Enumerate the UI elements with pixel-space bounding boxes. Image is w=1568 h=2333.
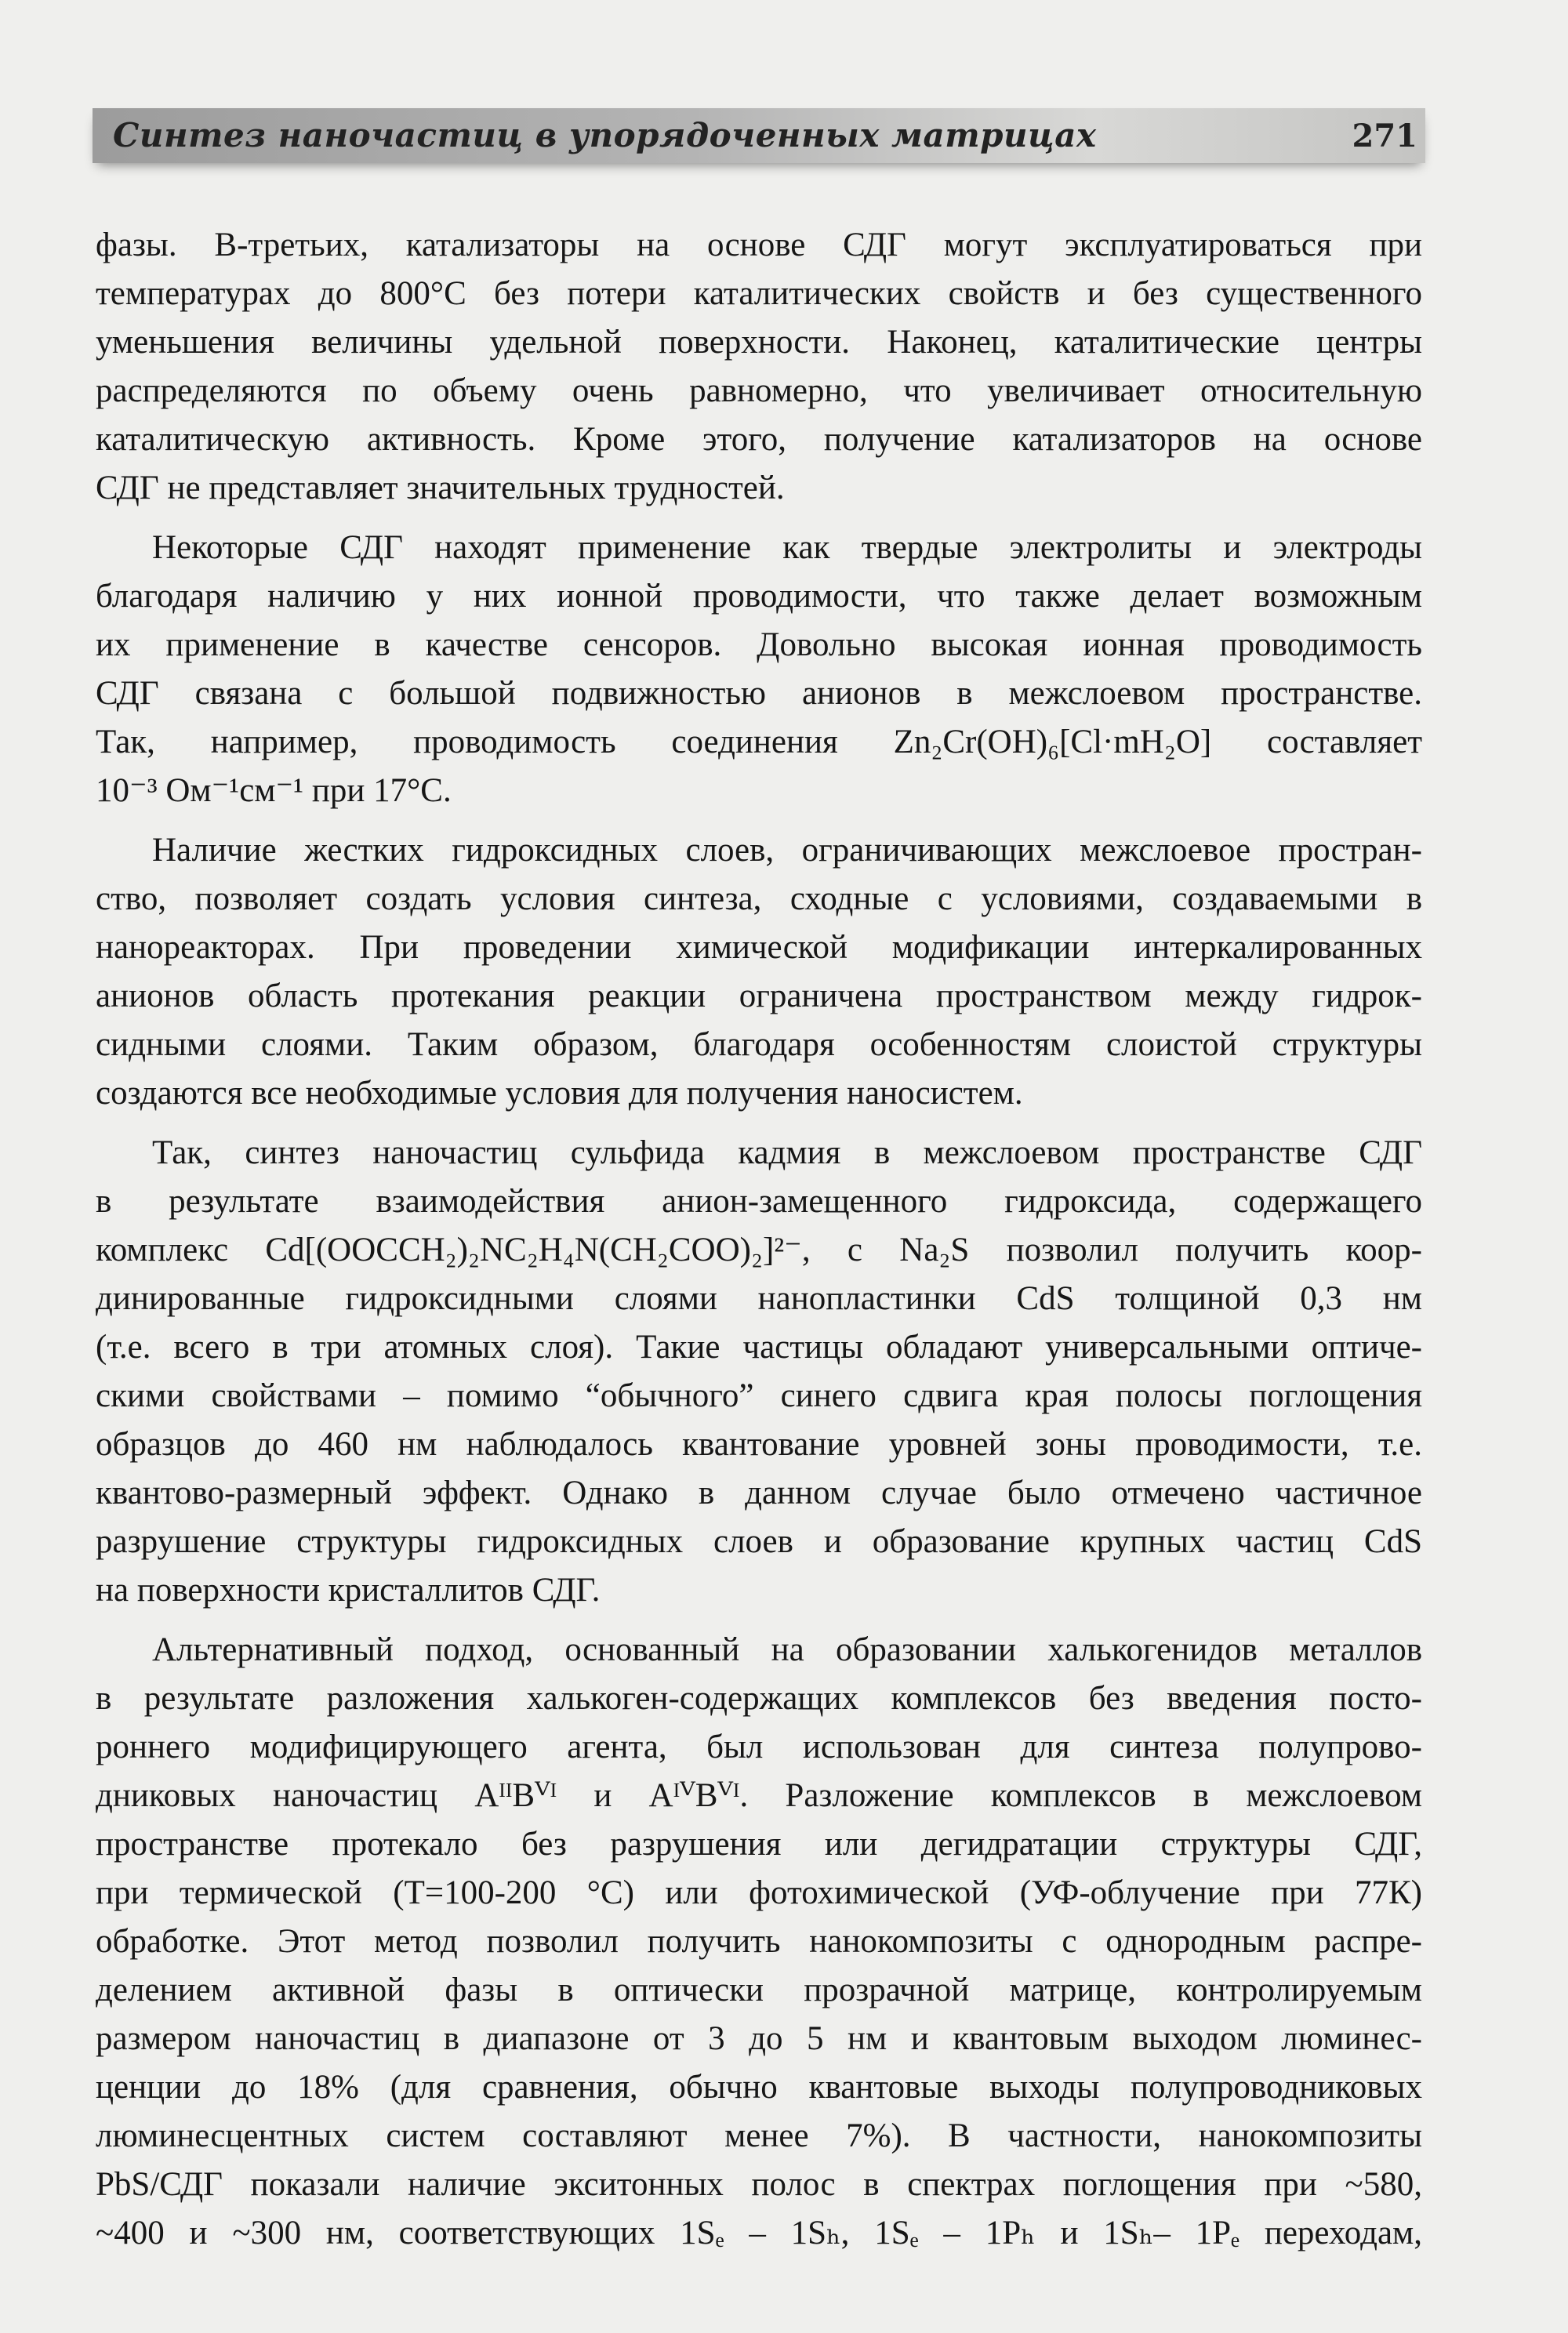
page-number: 271 bbox=[1352, 118, 1417, 154]
text-line: Альтернативный подход, основанный на образовании халькогенидов металлов bbox=[152, 1631, 1422, 1668]
text-line: СДГ не представляет значительных трудностей. bbox=[96, 470, 785, 506]
text-line: каталитическую активность. Кроме этого, получение катализаторов на основе bbox=[96, 421, 1422, 458]
text-line: квантово-размерный эффект. Однако в данном случае было отмечено частичное bbox=[96, 1475, 1422, 1511]
header-title: Синтез наночастиц в упорядоченных матрицах bbox=[113, 116, 1097, 154]
text-line: на поверхности кристаллитов СДГ. bbox=[96, 1572, 601, 1609]
text-line: Некоторые СДГ находят применение как твердые электролиты и электроды bbox=[152, 529, 1422, 566]
text-line: температурах до 800°С без потери каталитических свойств и без существенного bbox=[96, 275, 1422, 312]
text-line: уменьшения величины удельной поверхности. Наконец, каталитические центры bbox=[96, 324, 1422, 361]
paragraph bbox=[96, 221, 1422, 513]
text-line: (т.е. всего в три атомных слоя). Такие частицы обладают универсальными оптиче- bbox=[96, 1329, 1422, 1366]
text-line: благодаря наличию у них ионной проводимости, что также делает возможным bbox=[96, 578, 1422, 615]
paragraph bbox=[96, 826, 1422, 1118]
text-line: разрушение структуры гидроксидных слоев и образование крупных частиц CdS bbox=[96, 1523, 1422, 1560]
text-line: фазы. В-третьих, катализаторы на основе СДГ могут эксплуатироваться при bbox=[96, 227, 1422, 263]
paragraph-gap bbox=[96, 815, 1422, 826]
text-line: PbS/СДГ показали наличие экситонных полос в спектрах поглощения при ~580, bbox=[96, 2166, 1422, 2203]
text-line: ценции до 18% (для сравнения, обычно квантовые выходы полупроводниковых bbox=[96, 2069, 1422, 2106]
text-line: создаются все необходимые условия для получения наносистем. bbox=[96, 1075, 1023, 1112]
text-line: скими свойствами – помимо “обычного” синего сдвига края полосы поглощения bbox=[96, 1377, 1422, 1414]
paragraph bbox=[96, 1129, 1422, 1615]
text-line: анионов область протекания реакции ограничена пространством между гидрок- bbox=[96, 978, 1422, 1014]
text-line: образцов до 460 нм наблюдалось квантование уровней зоны проводимости, т.е. bbox=[96, 1426, 1422, 1463]
text-line: СДГ связана с большой подвижностью анионов в межслоевом пространстве. bbox=[96, 675, 1422, 712]
text-line: нанореакторах. При проведении химической модификации интеркалированных bbox=[96, 929, 1422, 966]
text-line: их применение в качестве сенсоров. Довольно высокая ионная проводимость bbox=[96, 626, 1422, 663]
text-line: пространстве протекало без разрушения или дегидратации структуры СДГ, bbox=[96, 1826, 1422, 1863]
text-line: распределяются по объему очень равномерно, что увеличивает относительную bbox=[96, 372, 1422, 409]
paragraph bbox=[96, 1626, 1422, 2258]
text-line: размером наночастиц в диапазоне от 3 до 5 нм и квантовым выходом люминес- bbox=[96, 2020, 1422, 2057]
running-header bbox=[93, 108, 1425, 163]
text-line: динированные гидроксидными слоями нанопластинки CdS толщиной 0,3 нм bbox=[96, 1280, 1422, 1317]
text-line: люминесцентных систем составляют менее 7%). В частности, нанокомпозиты bbox=[96, 2117, 1422, 2154]
text-line: в результате разложения халькоген-содержащих комплексов без введения посто- bbox=[96, 1680, 1422, 1717]
text-line: 10⁻³ Ом⁻¹см⁻¹ при 17°С. bbox=[96, 772, 452, 809]
text-line: Так, например, проводимость соединения Zn₂Cr(OH)₆[Cl·mH₂O] составляет bbox=[96, 724, 1422, 760]
text-line: комплекс Cd[(OOCCH₂)₂NC₂H₄N(CH₂COO)₂]²⁻, с Na₂S позволил получить коор- bbox=[96, 1232, 1422, 1268]
paragraph-gap bbox=[96, 1615, 1422, 1626]
body-text bbox=[96, 221, 1422, 2258]
text-line: делением активной фазы в оптически прозрачной матрице, контролируемым bbox=[96, 1972, 1422, 2008]
paragraph bbox=[96, 524, 1422, 815]
text-line: обработке. Этот метод позволил получить нанокомпозиты с однородным распре- bbox=[96, 1923, 1422, 1960]
text-line: Так, синтез наночастиц сульфида кадмия в межслоевом пространстве СДГ bbox=[152, 1134, 1422, 1171]
text-line: дниковых наночастиц AᴵᴵBⱽᴵ и AᴵⱽBⱽᴵ. Разложение комплексов в межслоевом bbox=[96, 1777, 1422, 1814]
text-line: в результате взаимодействия анион-замещенного гидроксида, содержащего bbox=[96, 1183, 1422, 1220]
text-line: роннего модифицирующего агента, был использован для синтеза полупрово- bbox=[96, 1729, 1422, 1765]
text-line: ~400 и ~300 нм, соответствующих 1Sₑ – 1Sₕ, 1Sₑ – 1Pₕ и 1Sₕ– 1Pₑ переходам, bbox=[96, 2215, 1422, 2251]
text-line: Наличие жестких гидроксидных слоев, ограничивающих межслоевое простран- bbox=[152, 832, 1422, 869]
text-line: сидными слоями. Таким образом, благодаря особенностям слоистой структуры bbox=[96, 1026, 1422, 1063]
paragraph-gap bbox=[96, 1118, 1422, 1129]
paragraph-gap bbox=[96, 513, 1422, 524]
text-line: ство, позволяет создать условия синтеза, сходные с условиями, создаваемыми в bbox=[96, 880, 1422, 917]
text-line: при термической (Т=100-200 °С) или фотохимической (УФ-облучение при 77К) bbox=[96, 1874, 1422, 1911]
